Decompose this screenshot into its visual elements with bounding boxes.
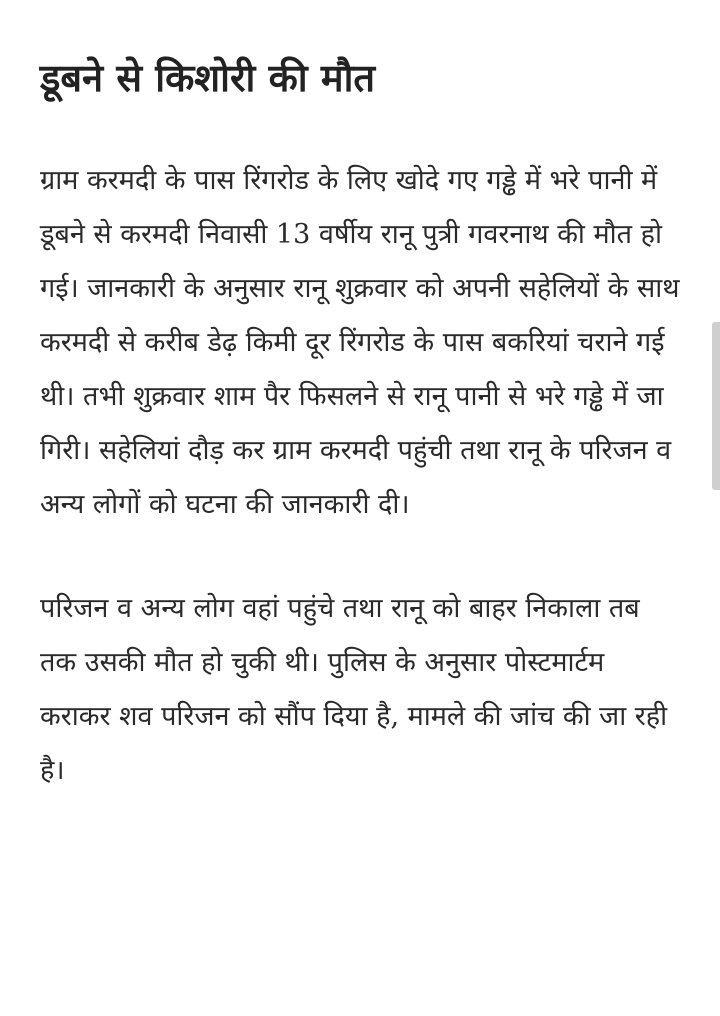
- article-headline: डूबने से किशोरी की मौत: [40, 55, 376, 100]
- scrollbar-thumb[interactable]: [712, 322, 720, 490]
- news-article: [40, 52, 680, 848]
- article-paragraph-2: परिजन व अन्य लोग वहां पहुंचे तथा रानू को बाहर निकाला तब तक उसकी मौत हो चुकी थी। पुलिस के अनुसार पोस्टमार्टम कराकर शव परिजन को सौंप दिया है, मामले की जांच की जा रही है।: [40, 593, 668, 786]
- article-paragraph-1: ग्राम करमदी के पास रिंगरोड के लिए खोदे गए गड्ढे में भरे पानी में डूबने से करमदी निवासी 13 वर्षीय रानू पुत्री गवरनाथ की मौत हो गई। जानकारी के अनुसार रानू शुक्रवार को अपनी सहेलियों के साथ करमदी से करीब डेढ़ किमी दूर रिंगरोड के पास बकरियां चराने गई थी। तभी शुक्रवार शाम पैर फिसलने से रानू पानी से भरे गड्ढे में जा गिरी। सहेलियां दौड़ कर ग्राम करमदी पहुंची तथा रानू के परिजन व अन्य लोगों को घटना की जानकारी दी।: [40, 165, 680, 520]
